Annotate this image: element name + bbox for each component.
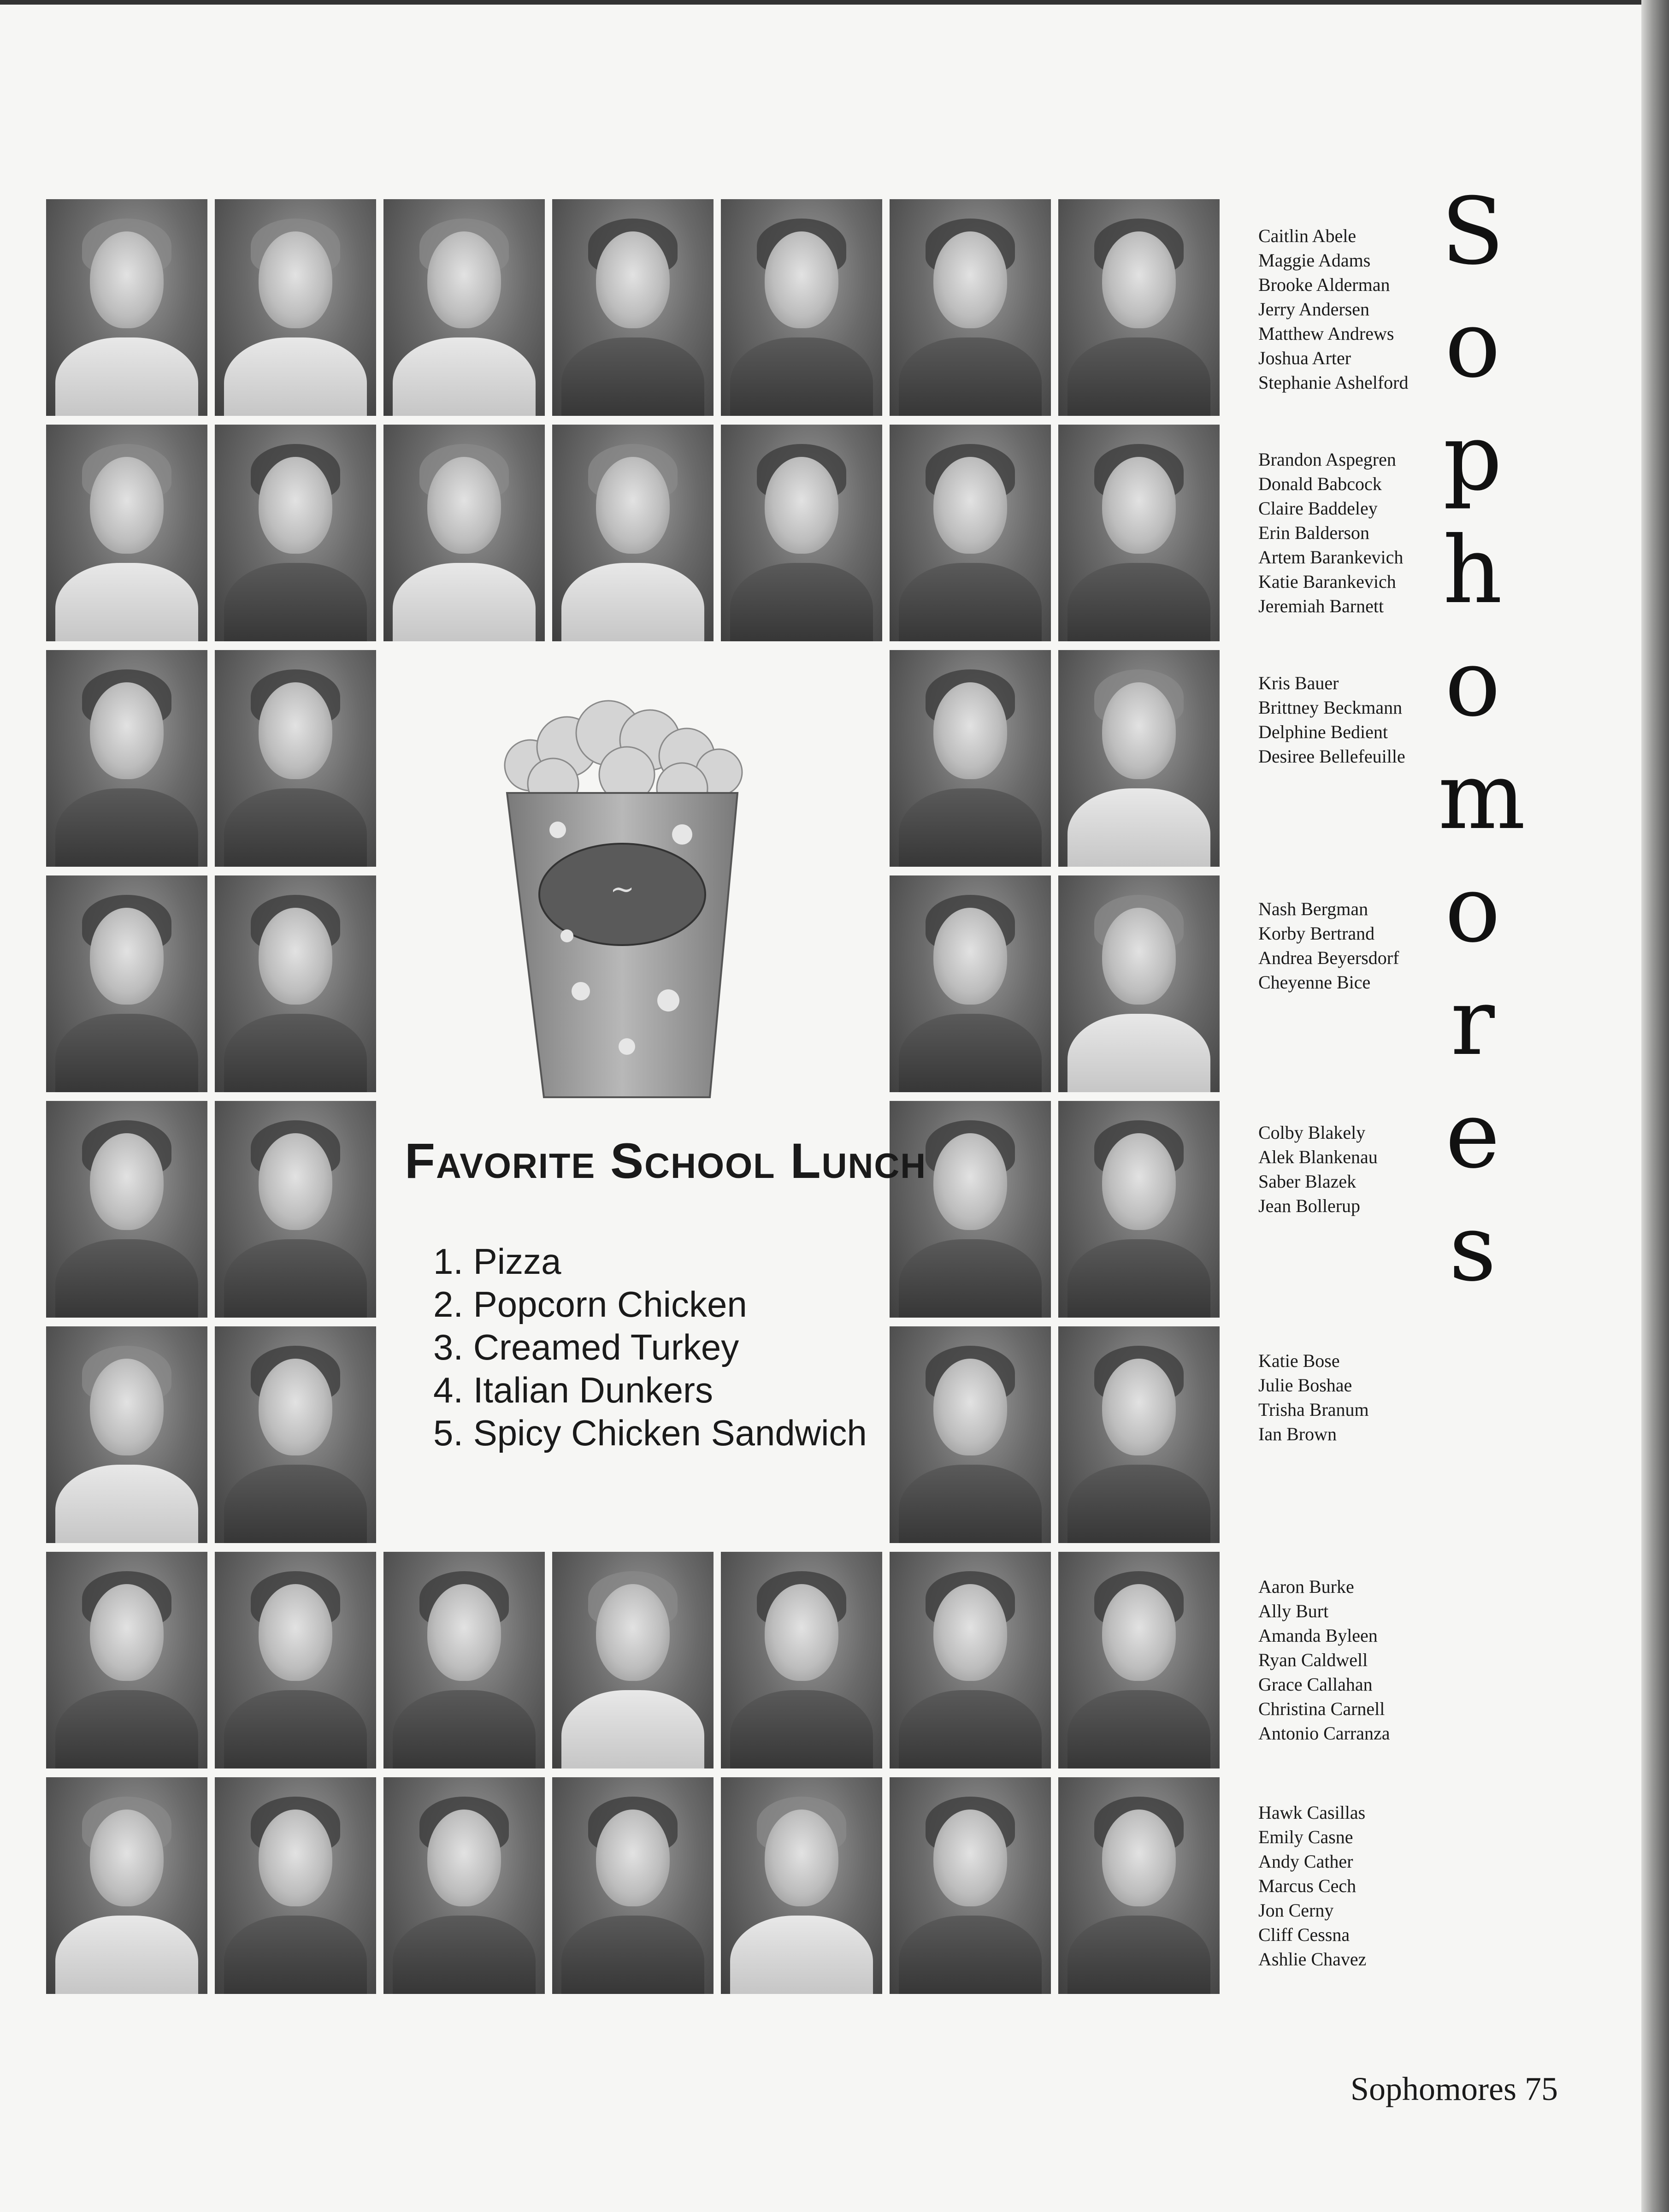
portrait-head — [90, 1133, 164, 1230]
student-name: Jon Cerny — [1258, 1900, 1334, 1921]
lunch-list — [433, 1240, 867, 1455]
portrait-body — [899, 1465, 1042, 1543]
page-footer — [1351, 2070, 1558, 2108]
name-group — [1258, 1348, 1369, 1446]
portrait-head — [933, 1584, 1007, 1681]
student-portrait — [215, 425, 376, 641]
portrait-head — [259, 231, 332, 328]
portrait-body — [1067, 1014, 1210, 1092]
title-letter: o — [1445, 630, 1501, 737]
title-letter: o — [1445, 856, 1501, 963]
student-name: Nash Bergman — [1258, 899, 1368, 919]
portrait-body — [55, 1014, 198, 1092]
page-number: 75 — [1525, 2070, 1558, 2107]
portrait-body — [393, 1690, 536, 1768]
portrait-body — [224, 1465, 367, 1543]
student-portrait — [1058, 650, 1220, 867]
svg-text:~: ~ — [610, 872, 635, 906]
lunch-item: 4. Italian Dunkers — [433, 1370, 713, 1410]
portrait-body — [730, 1690, 873, 1768]
student-portrait — [721, 1777, 882, 1994]
student-portrait — [1058, 875, 1220, 1092]
student-portrait — [215, 1552, 376, 1768]
portrait-head — [259, 1359, 332, 1455]
title-letter: S — [1441, 178, 1504, 285]
popcorn-box-illustration — [489, 696, 756, 1102]
portrait-body — [55, 1239, 198, 1318]
title-letter: e — [1445, 1082, 1500, 1189]
student-portrait — [46, 1552, 207, 1768]
portrait-head — [933, 231, 1007, 328]
portrait-head — [427, 1584, 501, 1681]
portrait-body — [899, 563, 1042, 641]
name-group — [1258, 1800, 1366, 1971]
portrait-head — [90, 1584, 164, 1681]
portrait-head — [1102, 457, 1176, 554]
student-name: Andy Cather — [1258, 1851, 1353, 1872]
student-portrait — [215, 1326, 376, 1543]
student-portrait — [1058, 425, 1220, 641]
student-portrait — [1058, 1326, 1220, 1543]
name-group — [1258, 1574, 1390, 1745]
portrait-body — [393, 563, 536, 641]
lunch-title: Favorite School Lunch — [405, 1133, 927, 1189]
student-name: Alek Blankenau — [1258, 1147, 1378, 1167]
portrait-head — [596, 231, 670, 328]
student-portrait — [552, 1552, 714, 1768]
student-portrait — [1058, 1101, 1220, 1318]
portrait-head — [933, 682, 1007, 779]
title-letter: m — [1438, 743, 1526, 850]
student-name: Matthew Andrews — [1258, 323, 1394, 344]
student-name: Antonio Carranza — [1258, 1723, 1390, 1744]
student-name: Colby Blakely — [1258, 1122, 1366, 1143]
student-portrait — [890, 1777, 1051, 1994]
student-name: Maggie Adams — [1258, 250, 1371, 271]
portrait-head — [259, 1810, 332, 1906]
portrait-body — [899, 1014, 1042, 1092]
student-portrait — [46, 425, 207, 641]
student-portrait — [890, 650, 1051, 867]
student-name: Ian Brown — [1258, 1424, 1337, 1444]
portrait-head — [259, 457, 332, 554]
portrait-body — [561, 563, 704, 641]
student-portrait — [552, 425, 714, 641]
portrait-body — [1067, 563, 1210, 641]
student-name: Saber Blazek — [1258, 1171, 1356, 1192]
student-name: Christina Carnell — [1258, 1698, 1385, 1719]
portrait-head — [933, 457, 1007, 554]
portrait-body — [55, 788, 198, 867]
student-portrait — [215, 875, 376, 1092]
student-name: Brittney Beckmann — [1258, 697, 1403, 718]
portrait-head — [427, 457, 501, 554]
page-top-line — [0, 0, 1669, 5]
portrait-head — [933, 1359, 1007, 1455]
portrait-head — [765, 231, 838, 328]
student-portrait — [721, 199, 882, 416]
student-name: Marcus Cech — [1258, 1875, 1356, 1896]
student-name: Claire Baddeley — [1258, 498, 1378, 519]
name-group — [1258, 447, 1403, 618]
lunch-item: 2. Popcorn Chicken — [433, 1284, 747, 1325]
student-name: Katie Bose — [1258, 1350, 1340, 1371]
student-portrait — [890, 199, 1051, 416]
student-portrait — [721, 1552, 882, 1768]
student-name: Grace Callahan — [1258, 1674, 1373, 1695]
portrait-head — [765, 1810, 838, 1906]
portrait-body — [224, 1690, 367, 1768]
portrait-head — [1102, 1584, 1176, 1681]
portrait-head — [933, 1133, 1007, 1230]
student-name: Donald Babcock — [1258, 473, 1382, 494]
portrait-head — [90, 231, 164, 328]
student-portrait — [46, 1326, 207, 1543]
student-name: Cliff Cessna — [1258, 1924, 1350, 1945]
student-name: Ally Burt — [1258, 1601, 1329, 1621]
student-name: Emily Casne — [1258, 1827, 1353, 1847]
student-name: Ashlie Chavez — [1258, 1949, 1367, 1970]
student-name: Ryan Caldwell — [1258, 1650, 1368, 1670]
student-portrait — [46, 1777, 207, 1994]
student-name: Amanda Byleen — [1258, 1625, 1378, 1646]
portrait-head — [90, 457, 164, 554]
student-name: Caitlin Abele — [1258, 225, 1356, 246]
student-portrait — [46, 1101, 207, 1318]
portrait-head — [90, 1359, 164, 1455]
portrait-head — [427, 231, 501, 328]
student-portrait — [215, 199, 376, 416]
portrait-body — [224, 563, 367, 641]
student-portrait — [215, 650, 376, 867]
portrait-head — [765, 1584, 838, 1681]
student-portrait — [890, 1326, 1051, 1543]
portrait-body — [899, 337, 1042, 416]
portrait-head — [259, 682, 332, 779]
student-name: Korby Bertrand — [1258, 923, 1375, 944]
lunch-item: 5. Spicy Chicken Sandwich — [433, 1413, 867, 1453]
student-name: Katie Barankevich — [1258, 571, 1396, 592]
student-portrait — [383, 199, 545, 416]
student-portrait — [383, 425, 545, 641]
student-name: Jean Bollerup — [1258, 1195, 1361, 1216]
portrait-head — [259, 1584, 332, 1681]
portrait-head — [1102, 1810, 1176, 1906]
student-portrait — [46, 199, 207, 416]
student-name: Stephanie Ashelford — [1258, 372, 1409, 393]
book-binding-edge — [1641, 0, 1669, 2212]
portrait-head — [933, 908, 1007, 1005]
student-name: Artem Barankevich — [1258, 547, 1404, 568]
portrait-head — [259, 1133, 332, 1230]
lunch-item: 3. Creamed Turkey — [433, 1327, 739, 1367]
student-name: Julie Boshae — [1258, 1375, 1352, 1396]
student-name: Joshua Arter — [1258, 348, 1351, 368]
portrait-body — [55, 337, 198, 416]
title-letter: p — [1443, 404, 1503, 511]
name-group — [1258, 671, 1405, 769]
portrait-head — [1102, 231, 1176, 328]
portrait-head — [765, 457, 838, 554]
student-portrait — [890, 875, 1051, 1092]
student-name: Brandon Aspegren — [1258, 449, 1396, 470]
student-portrait — [721, 425, 882, 641]
student-name: Erin Balderson — [1258, 522, 1370, 543]
student-name: Kris Bauer — [1258, 673, 1339, 693]
student-portrait — [1058, 1777, 1220, 1994]
student-name: Andrea Beyersdorf — [1258, 947, 1399, 968]
student-portrait — [552, 199, 714, 416]
portrait-body — [1067, 1690, 1210, 1768]
student-portrait — [215, 1101, 376, 1318]
student-portrait — [383, 1552, 545, 1768]
portrait-body — [730, 337, 873, 416]
portrait-body — [55, 563, 198, 641]
portrait-body — [730, 1916, 873, 1994]
portrait-body — [55, 1465, 198, 1543]
lunch-item: 1. Pizza — [433, 1241, 561, 1282]
student-name: Aaron Burke — [1258, 1576, 1354, 1597]
portrait-body — [1067, 1916, 1210, 1994]
portrait-body — [224, 788, 367, 867]
portrait-head — [1102, 682, 1176, 779]
portrait-body — [393, 1916, 536, 1994]
footer-section: Sophomores — [1351, 2070, 1516, 2107]
portrait-body — [55, 1690, 198, 1768]
student-portrait — [890, 1552, 1051, 1768]
portrait-head — [427, 1810, 501, 1906]
student-name: Desiree Bellefeuille — [1258, 746, 1405, 767]
portrait-body — [899, 1916, 1042, 1994]
portrait-body — [1067, 1239, 1210, 1318]
student-name: Cheyenne Bice — [1258, 972, 1371, 993]
student-portrait — [552, 1777, 714, 1994]
student-name: Jeremiah Barnett — [1258, 596, 1384, 616]
portrait-body — [730, 563, 873, 641]
title-letter: o — [1445, 291, 1501, 398]
title-letter: s — [1449, 1195, 1497, 1302]
portrait-body — [561, 337, 704, 416]
portrait-head — [259, 908, 332, 1005]
portrait-head — [1102, 1359, 1176, 1455]
portrait-body — [899, 788, 1042, 867]
student-name: Delphine Bedient — [1258, 722, 1388, 742]
title-letter: r — [1451, 969, 1495, 1076]
portrait-head — [596, 1810, 670, 1906]
portrait-body — [1067, 788, 1210, 867]
student-name: Hawk Casillas — [1258, 1802, 1366, 1823]
portrait-body — [1067, 337, 1210, 416]
portrait-body — [224, 337, 367, 416]
portrait-body — [393, 337, 536, 416]
student-name: Brooke Alderman — [1258, 274, 1390, 295]
portrait-body — [561, 1690, 704, 1768]
portrait-head — [1102, 908, 1176, 1005]
student-portrait — [1058, 1552, 1220, 1768]
portrait-head — [90, 682, 164, 779]
student-portrait — [383, 1777, 545, 1994]
title-letter: h — [1443, 517, 1503, 624]
student-portrait — [215, 1777, 376, 1994]
portrait-body — [224, 1239, 367, 1318]
name-group — [1258, 224, 1409, 395]
portrait-head — [1102, 1133, 1176, 1230]
student-name: Jerry Andersen — [1258, 299, 1370, 319]
name-group — [1258, 1120, 1378, 1218]
portrait-body — [224, 1014, 367, 1092]
portrait-head — [596, 1584, 670, 1681]
vertical-section-title — [1438, 175, 1526, 1305]
portrait-body — [899, 1239, 1042, 1318]
student-portrait — [890, 425, 1051, 641]
portrait-body — [899, 1690, 1042, 1768]
student-portrait — [46, 650, 207, 867]
portrait-body — [224, 1916, 367, 1994]
portrait-head — [933, 1810, 1007, 1906]
student-portrait — [46, 875, 207, 1092]
portrait-head — [90, 1810, 164, 1906]
portrait-head — [90, 908, 164, 1005]
portrait-body — [561, 1916, 704, 1994]
student-name: Trisha Branum — [1258, 1399, 1369, 1420]
portrait-head — [596, 457, 670, 554]
portrait-body — [1067, 1465, 1210, 1543]
portrait-body — [55, 1916, 198, 1994]
name-group — [1258, 897, 1399, 994]
student-portrait — [1058, 199, 1220, 416]
